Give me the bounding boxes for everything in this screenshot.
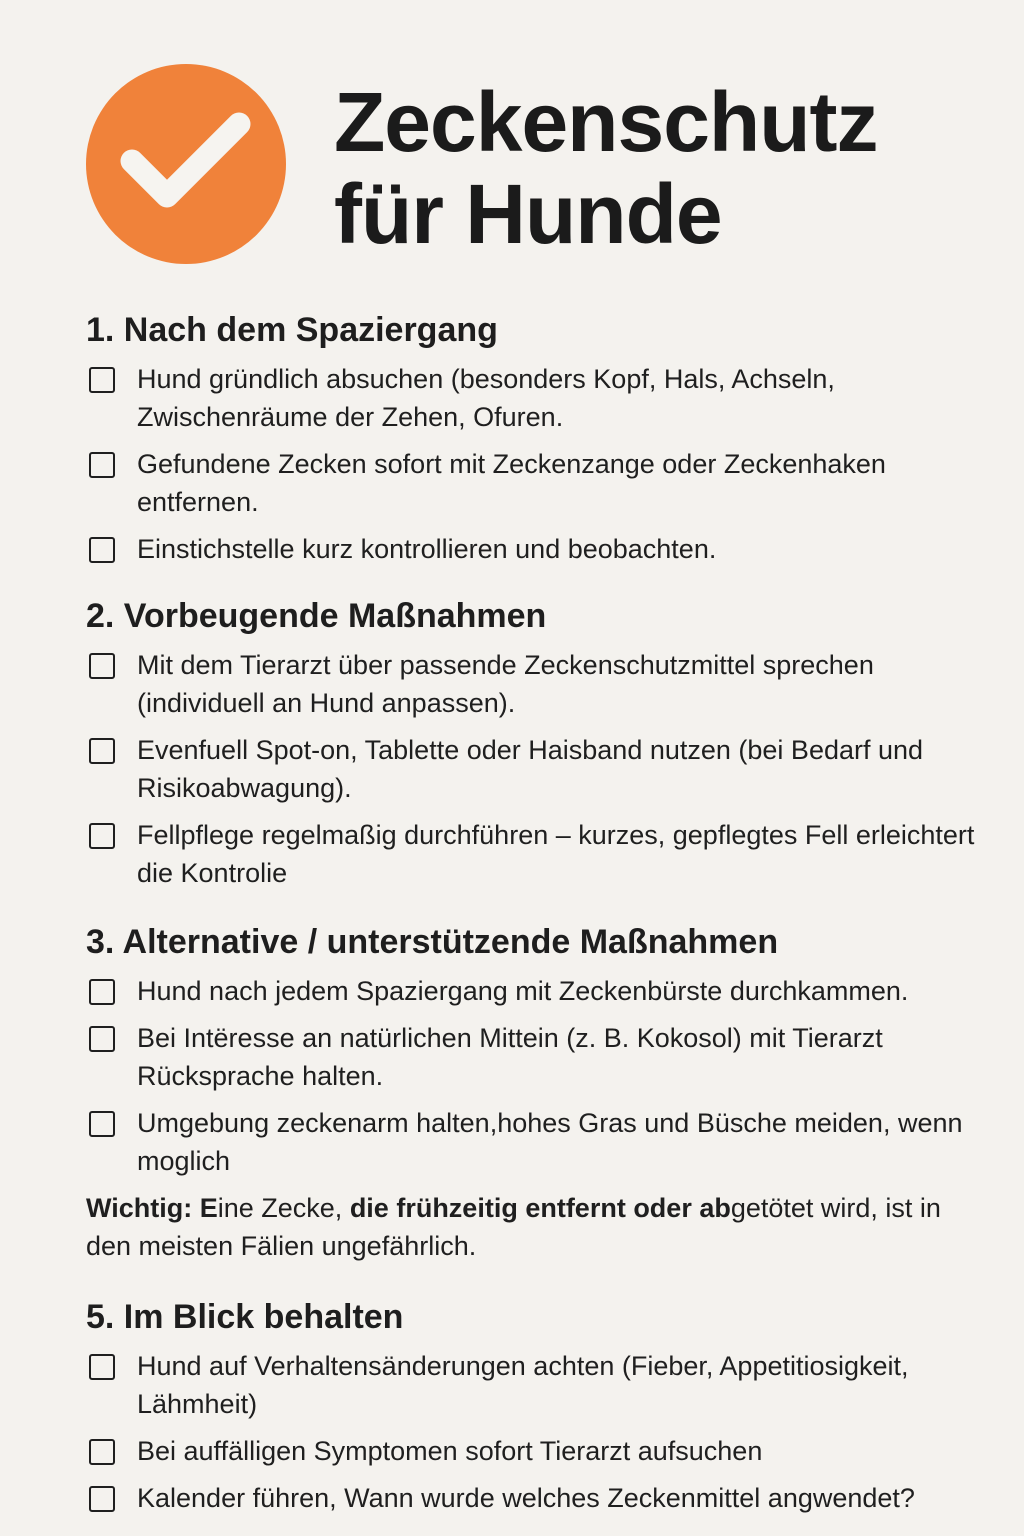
checklist-item-text: Hund auf Verhaltensänderungen achten (Fieber, Appetitiosigkeit, Lähmheit) [137,1351,909,1419]
checkbox[interactable] [89,537,115,563]
note-bold-label: Wichtig: E [86,1193,218,1223]
checklist-item [86,646,986,722]
checklist-item-text: Bei auffälligen Symptomen sofort Tierarzt aufsuchen [137,1436,763,1466]
section-heading: 1. Nach dem Spaziergang [86,311,498,349]
checklist-item [86,530,986,568]
checklist-item [86,972,986,1010]
checklist-item [86,360,986,436]
checkbox[interactable] [89,367,115,393]
checklist-item [86,445,986,521]
important-note [86,1189,986,1265]
checkbox[interactable] [89,738,115,764]
checklist-item [86,1104,986,1180]
checklist-item-text: Hund gründlich absuchen (besonders Kopf, Hals, Achseln, Zwischenräume der Zehen, Ofuren. [137,364,835,432]
checkbox[interactable] [89,452,115,478]
checkbox[interactable] [89,1439,115,1465]
checkbox[interactable] [89,1354,115,1380]
checklist-item [86,1432,986,1470]
checklist-item-text: Einstichstelle kurz kontrollieren und beobachten. [137,534,717,564]
checklist-item-text: Bei Intëresse an natürlichen Mittein (z. B. Kokosol) mit Tierarzt Rücksprache halten. [137,1023,883,1091]
checkbox[interactable] [89,1111,115,1137]
page-title [334,76,878,260]
section-heading: 2. Vorbeugende Maßnahmen [86,597,547,635]
checklist-item-text: Fellpflege regelmaßig durchführen – kurzes, gepflegtes Fell erleichtert die Kontrolie [137,820,975,888]
page-title-line-2: für Hunde [334,167,722,261]
checkbox[interactable] [89,653,115,679]
section-alternative-measures [86,912,986,1180]
checklist-item-text: Hund nach jedem Spaziergang mit Zeckenbürste durchkammen. [137,976,909,1006]
checkbox[interactable] [89,979,115,1005]
checkmark-badge-icon [86,64,286,264]
section-preventive-measures [86,586,986,892]
checkbox[interactable] [89,823,115,849]
section-heading: 3. Alternative / unterstützende Maßnahmen [86,923,779,961]
checklist-item [86,816,986,892]
checklist-item-text: Kalender führen, Wann wurde welches Zeckenmittel angwendet? [137,1483,915,1513]
checkmark-icon [86,64,286,264]
section-heading: 5. Im Blick behalten [86,1298,404,1336]
header [86,64,986,274]
checklist-item-text: Gefundene Zecken sofort mit Zeckenzange oder Zeckenhaken entfernen. [137,449,886,517]
checklist-item [86,1347,986,1423]
section-keep-in-view [86,1287,986,1517]
note-text-end: getötet wird, ist in den meisten Fälien ungefährlich. [86,1193,941,1261]
checklist [86,300,986,1526]
checkbox[interactable] [89,1486,115,1512]
checklist-item-text: Umgebung zeckenarm halten,hohes Gras und Büsche meiden, wenn moglich [137,1108,963,1176]
page-title-line-1: Zeckenschutz [334,75,878,169]
checkbox[interactable] [89,1026,115,1052]
checklist-item-text: Mit dem Tierarzt über passende Zeckenschutzmittel sprechen (individuell an Hund anpassen). [137,650,874,718]
note-bold-text: die frühzeitig entfernt oder ab [349,1193,731,1223]
checklist-item [86,1019,986,1095]
note-text: ine Zecke, [217,1193,350,1223]
checklist-item [86,731,986,807]
checklist-item [86,1479,986,1517]
checklist-item-text: Evenfuell Spot-on, Tablette oder Haisband nutzen (bei Bedarf und Risikoabwagung). [137,735,924,803]
section-after-walk [86,300,986,568]
